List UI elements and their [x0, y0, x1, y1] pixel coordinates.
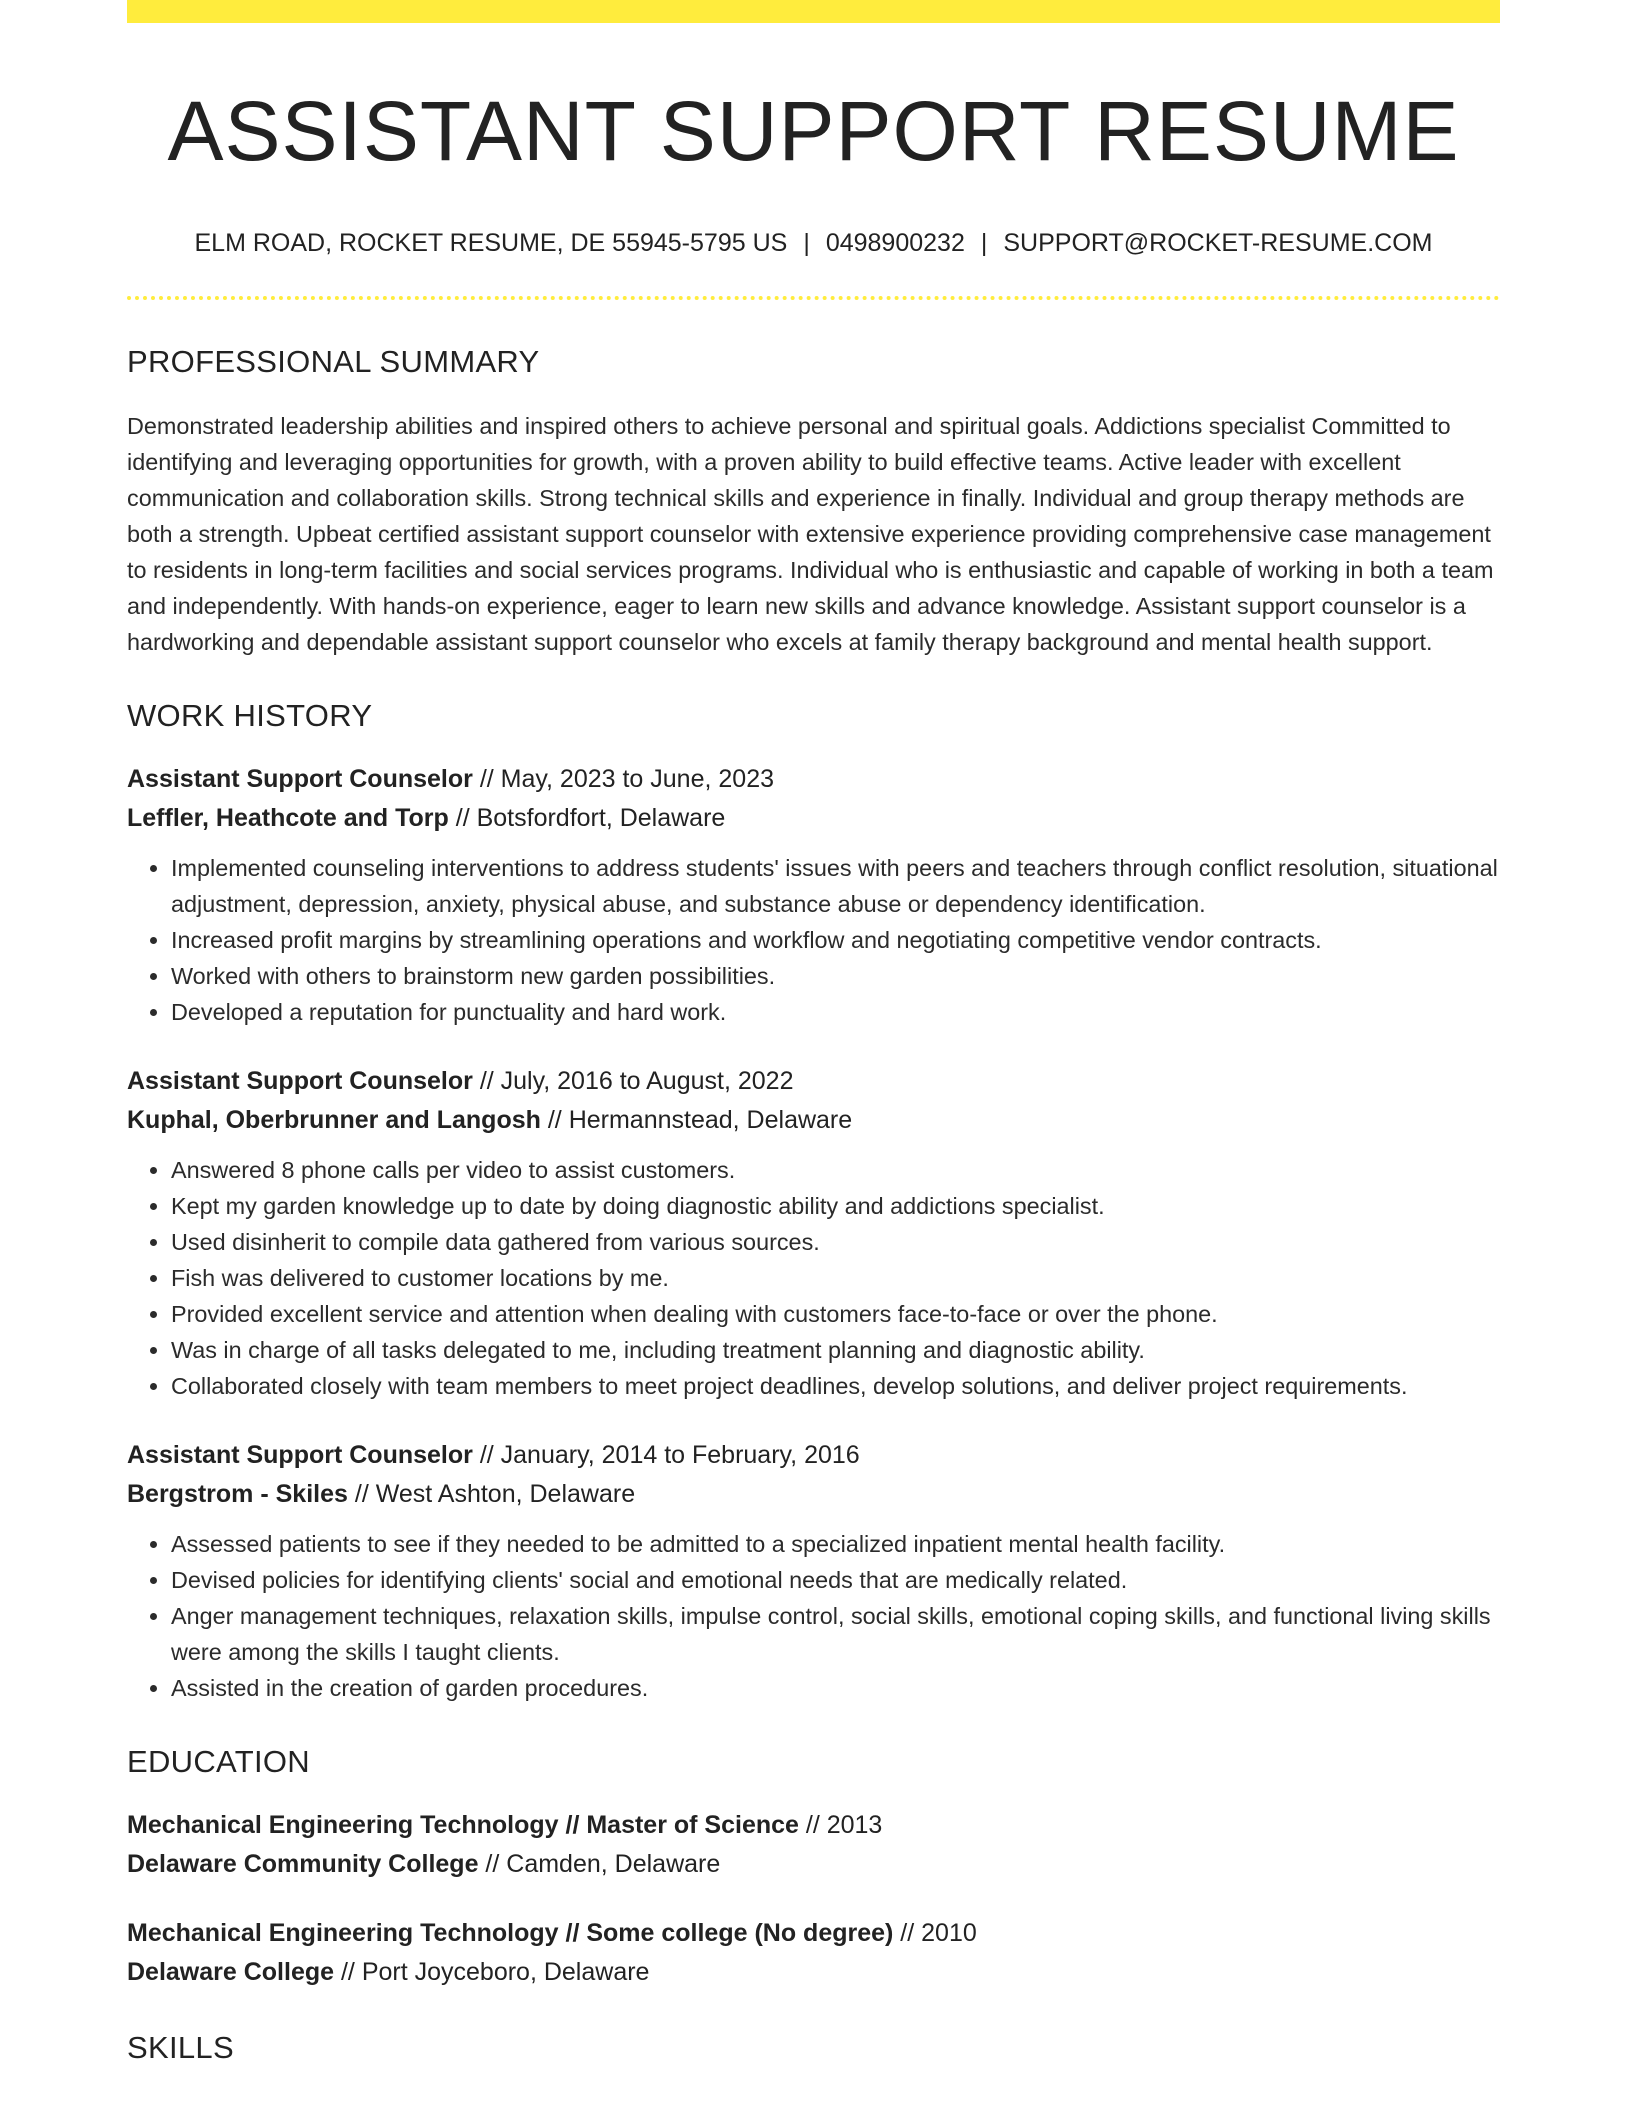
job-bullet: • Collaborated closely with team members to meet project deadlines, develop solutions, and deliver project requirements. — [171, 1368, 1500, 1404]
job-bullet: • Devised policies for identifying clients' social and emotional needs that are medically related. — [171, 1562, 1500, 1598]
education-school-line — [127, 1953, 1500, 1992]
education-degree: Mechanical Engineering Technology // Some college (No degree) — [127, 1919, 894, 1948]
job-title-line — [127, 1062, 1500, 1101]
job-bullet: • Anger management techniques, relaxation skills, impulse control, social skills, emotional coping skills, and functional living skills were among the skills I taught clients. — [171, 1598, 1500, 1670]
job-bullet: • Assisted in the creation of garden procedures. — [171, 1670, 1500, 1706]
job-entry — [127, 760, 1500, 1030]
job-bullet-list — [127, 1526, 1500, 1706]
job-bullet: • Answered 8 phone calls per video to assist customers. — [171, 1152, 1500, 1188]
job-bullet: • Developed a reputation for punctuality and hard work. — [171, 994, 1500, 1030]
job-company: Leffler, Heathcote and Torp — [127, 804, 449, 833]
resume-page — [127, 0, 1500, 2066]
job-entry — [127, 1436, 1500, 1706]
education-school: Delaware Community College — [127, 1850, 479, 1879]
summary-text: Demonstrated leadership abilities and inspired others to achieve personal and spiritual goals. Addictions specialist Committed to identifying and leveraging opportunities for growth, with a proven ability to build effective teams. Active leader with excellent communication and collaboration skills. Strong technical skills and experience in finally. Individual and group therapy methods are both a strength. Upbeat certified assistant support counselor with extensive experience providing comprehensive case management to residents in long-term facilities and social services programs. Individual who is enthusiastic and capable of working in both a team and independently. With hands-on experience, eager to learn new skills and advance knowledge. Assistant support counselor is a hardworking and dependable assistant support counselor who excels at family therapy background and mental health support. — [127, 413, 1494, 656]
job-bullet: • Implemented counseling interventions to address students' issues with peers and teachers through conflict resolution, situational adjustment, depression, anxiety, physical abuse, and substance abuse or dependency identification. — [171, 850, 1500, 922]
job-title-line — [127, 760, 1500, 799]
education-degree-line — [127, 1806, 1500, 1845]
education-year: // 2013 — [798, 1811, 883, 1840]
job-dates: // January, 2014 to February, 2016 — [472, 1441, 860, 1470]
education-degree-line — [127, 1914, 1500, 1953]
accent-top-bar — [127, 0, 1500, 23]
skills-heading: SKILLS — [127, 2030, 234, 2066]
education-location: // Camden, Delaware — [478, 1850, 721, 1879]
job-company-line — [127, 1475, 1500, 1514]
contact-separator: | — [803, 229, 810, 258]
education-entry — [127, 1914, 1500, 1992]
dotted-divider — [127, 296, 1500, 300]
job-bullet: • Used disinherit to compile data gathered from various sources. — [171, 1224, 1500, 1260]
job-location: // Hermannstead, Delaware — [540, 1106, 853, 1135]
education-degree: Mechanical Engineering Technology // Master of Science — [127, 1811, 799, 1840]
work-history-list — [127, 760, 1500, 1706]
contact-separator: | — [980, 229, 988, 258]
job-location: // West Ashton, Delaware — [347, 1480, 636, 1509]
job-title: Assistant Support Counselor — [127, 1441, 473, 1470]
education-year: // 2010 — [893, 1919, 977, 1948]
job-entry — [127, 1062, 1500, 1404]
job-dates: // July, 2016 to August, 2022 — [472, 1067, 794, 1096]
job-bullet-list — [127, 1152, 1500, 1404]
job-bullet: • Was in charge of all tasks delegated to me, including treatment planning and diagnostic ability. — [171, 1332, 1500, 1368]
job-title-line — [127, 1436, 1500, 1475]
job-bullet: • Increased profit margins by streamlining operations and workflow and negotiating competitive vendor contracts. — [171, 922, 1500, 958]
job-bullet-list — [127, 850, 1500, 1030]
resume-title: ASSISTANT SUPPORT RESUME — [167, 84, 1460, 178]
education-heading: EDUCATION — [127, 1744, 310, 1780]
contact-phone: 0498900232 — [825, 229, 965, 258]
job-company: Bergstrom - Skiles — [127, 1480, 348, 1509]
job-bullet: • Worked with others to brainstorm new garden possibilities. — [171, 958, 1500, 994]
job-title: Assistant Support Counselor — [127, 1067, 473, 1096]
education-school-line — [127, 1845, 1500, 1884]
job-dates: // May, 2023 to June, 2023 — [472, 765, 774, 794]
education-location: // Port Joyceboro, Delaware — [334, 1958, 650, 1987]
education-entry — [127, 1806, 1500, 1884]
contact-line — [127, 229, 1500, 258]
job-bullet: • Provided excellent service and attention when dealing with customers face-to-face or over the phone. — [171, 1296, 1500, 1332]
job-title: Assistant Support Counselor — [127, 765, 473, 794]
work-history-heading: WORK HISTORY — [127, 698, 373, 734]
job-bullet: • Kept my garden knowledge up to date by doing diagnostic ability and addictions specialist. — [171, 1188, 1500, 1224]
education-list — [127, 1806, 1500, 1992]
job-bullet: • Assessed patients to see if they needed to be admitted to a specialized inpatient mental health facility. — [171, 1526, 1500, 1562]
job-bullet: • Fish was delivered to customer locations by me. — [171, 1260, 1500, 1296]
contact-email: SUPPORT@ROCKET-RESUME.COM — [1003, 229, 1433, 258]
summary-heading: PROFESSIONAL SUMMARY — [127, 344, 540, 380]
job-company-line — [127, 799, 1500, 838]
job-location: // Botsfordfort, Delaware — [448, 804, 726, 833]
contact-address: ELM ROAD, ROCKET RESUME, DE 55945-5795 US — [194, 229, 788, 258]
education-school: Delaware College — [127, 1958, 335, 1987]
job-company: Kuphal, Oberbrunner and Langosh — [127, 1106, 541, 1135]
job-company-line — [127, 1101, 1500, 1140]
